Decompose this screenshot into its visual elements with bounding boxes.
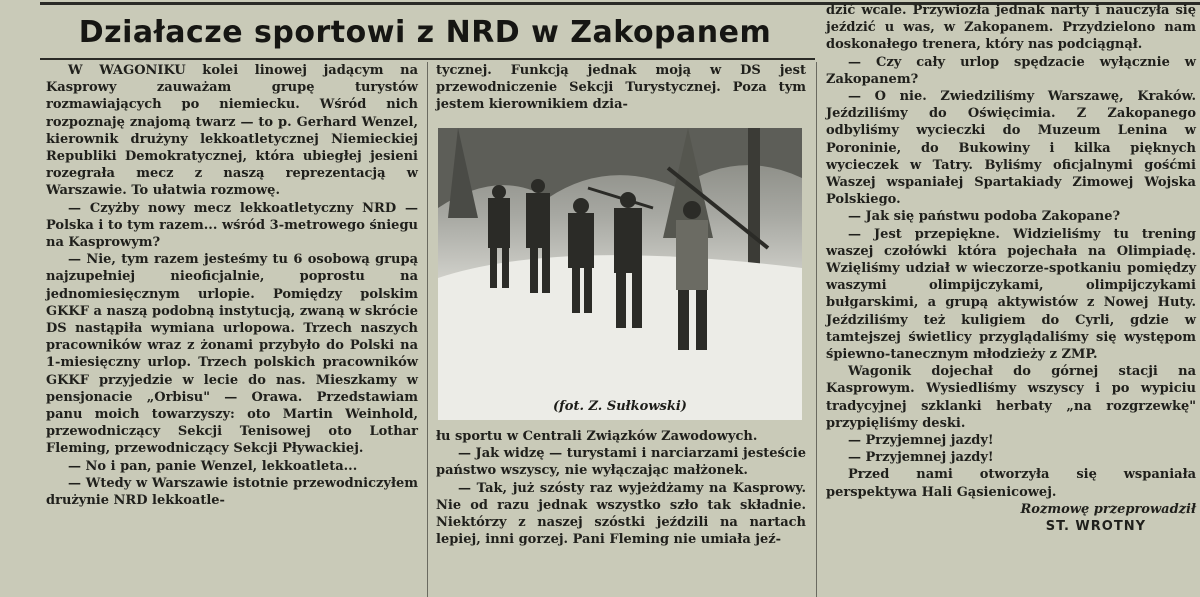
paragraph: łu sportu w Centrali Związków Zawodowych. xyxy=(436,429,758,444)
paragraph: — Przyjemnej jazdy! xyxy=(848,433,994,449)
article-headline: Działacze sportowi z NRD w Zakopanem xyxy=(78,15,772,50)
paragraph: — No i pan, panie Wenzel, lekkoatleta... xyxy=(68,458,358,474)
skiers-photo xyxy=(438,128,802,420)
column-divider xyxy=(816,62,817,597)
paragraph: Wagonik dojechał do górnej stacji na Kasprowym. Wysiedliśmy wszyscy i po wypiciu tradycyjnej szklanki herbaty „na rozgrzewkę" przypięliśmy deski. xyxy=(826,364,1196,431)
signoff: Rozmowę przeprowadził xyxy=(1020,501,1196,517)
column-1 xyxy=(46,62,418,509)
column-divider xyxy=(427,62,428,597)
paragraph: — Przyjemnej jazdy! xyxy=(848,450,994,466)
paragraph: dzić wcale. Przywiozła jednak narty i nauczyła się jeździć u was, w Zakopanem. Przydzielono nam doskonałego trenera, który nas podciągnął. xyxy=(826,3,1196,53)
paragraph: — O nie. Zwiedziliśmy Warszawę, Kraków. Jeździliśmy do Oświęcimia. Z Zakopanego odbyliśmy wycieczki do Muzeum Lenina w Poroninie, do Bukowiny i kilka pięknych wycieczek w Tatry. Byliśmy oficjalnymi gośćmi Waszej wspaniałej Spartakiady Zimowej Wojska Polskiego. xyxy=(826,89,1196,208)
paragraph: — Jak widzę — turystami i narciarzami jesteście państwo wszyscy, nie wyłączając małżonek. xyxy=(436,446,806,479)
paragraph: — Wtedy w Warszawie istotnie przewodniczyłem drużynie NRD lekkoatle- xyxy=(46,475,418,509)
paragraph: W WAGONIKU kolei linowej jadącym na Kasprowy zauważam grupę turystów rozmawiających po niemiecku. Wśród nich rozpoznaję znajomą twarz — to p. Gerhard Wenzel, kierownik drużyny lekkoatletycznej Niemieckiej Republiki Demokratycznej, która ubiegłej jesieni rozegrała mecz z naszą reprezentacją w Warszawie. To ułatwia rozmowę. xyxy=(46,63,418,199)
paragraph: — Czyżby nowy mecz lekkoatletyczny NRD — Polska i to tym razem... wśród 3-metrowego śniegu na Kasprowym? xyxy=(46,200,418,251)
author-byline: ST. WROTNY xyxy=(1045,519,1146,535)
paragraph: — Nie, tym razem jesteśmy tu 6 osobową grupą najzupełniej nieoficjalnie, poprostu na jednomiesięcznym urlopie. Pomiędzy polskim GKKF a naszą podobną instytucją, zwaną w skrócie DS nastąpiła wymiana urlopowa. Trzech naszych pracowników wraz z żonami przybyło do Polski na 1-miesięczny urlop. Trzech polskich pracowników GKKF przyjedzie w lecie do nas. Mieszkamy w pensjonacie „Orbisu" — Orawa. Przedstawiam panu moich towarzyszy: oto Martin Weinhold, przewodniczący Sekcji Tenisowej oto Lothar Fleming, przewodniczący Sekcji Pływackiej. xyxy=(46,252,418,457)
headline-rule xyxy=(40,58,815,60)
skiers-photo-illustration xyxy=(438,128,802,420)
paragraph: Przed nami otworzyła się wspaniała perspektywa Hali Gąsienicowej. xyxy=(826,467,1196,500)
paragraph: — Czy cały urlop spędzacie wyłącznie w Zakopanem? xyxy=(826,54,1196,87)
column-3 xyxy=(826,2,1196,535)
paragraph: — Jak się państwu podoba Zakopane? xyxy=(848,209,1121,225)
column-2-bottom xyxy=(436,428,806,548)
column-2-top xyxy=(436,62,806,114)
photo-caption: (fot. Z. Sułkowski) xyxy=(553,399,687,414)
paragraph: — Jest przepiękne. Widzieliśmy tu trening waszej czołówki która pojechała na Olimpiadę. Wzięliśmy udział w wieczorze-spotkaniu pomiędzy waszymi olimpijczykami, olimpijczykami bułgarskimi, a grupą aktywistów z Nowej Huty. Jeździliśmy też kuligiem do Cyrli, gdzie w tamtejszej świetlicy przyglądaliśmy się występom śpiewno-tanecznym młodzieży z ZMP. xyxy=(826,226,1196,363)
paragraph: — Tak, już szósty raz wyjeżdżamy na Kasprowy. Nie od razu jednak wszystko szło tak składnie. Niektórzy z naszej szóstki jeździli na nartach lepiej, inni gorzej. Pani Fleming nie umiała jeź- xyxy=(436,480,806,548)
paragraph: tycznej. Funkcją jednak moją w DS jest przewodniczenie Sekcji Turystycznej. Poza tym jestem kierownikiem dzia- xyxy=(436,63,806,113)
